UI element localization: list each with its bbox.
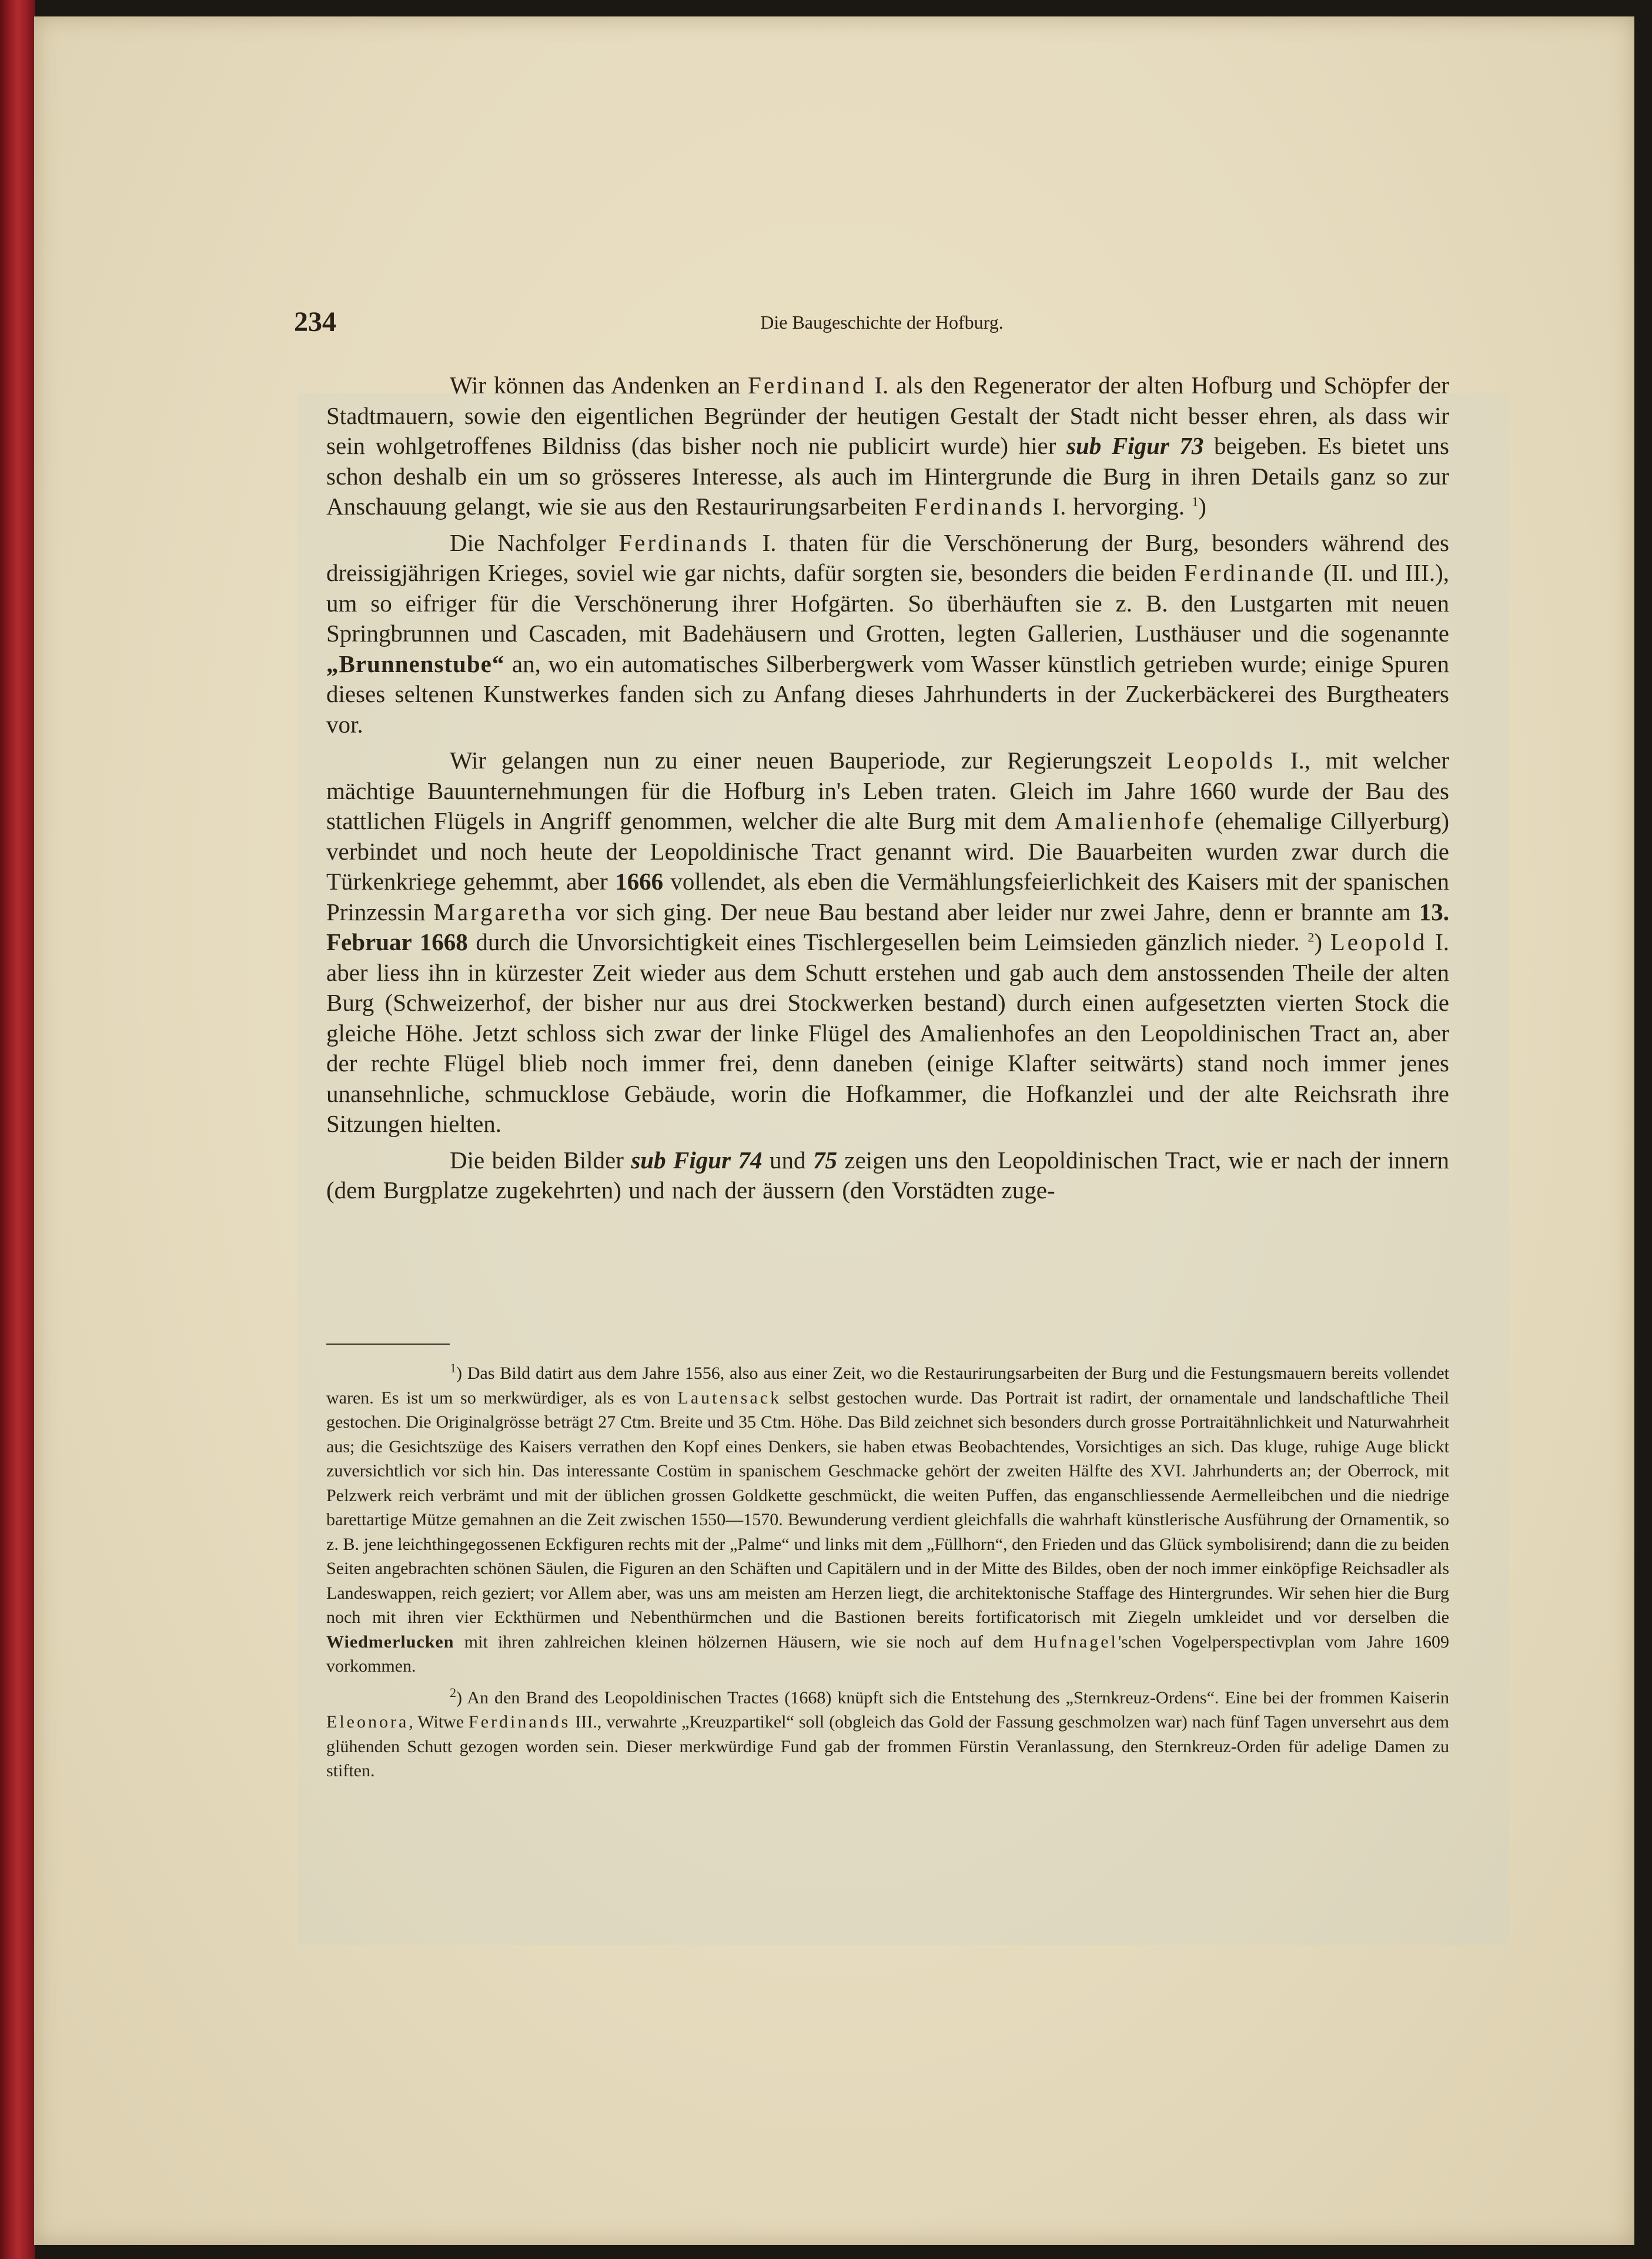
main-text <box>326 370 1449 1206</box>
running-title: Die Baugeschichte der Hofburg. <box>760 312 1004 333</box>
page-number: 234 <box>294 306 336 337</box>
text-run: durch die Unvorsichtigkeit eines Tischlergesellen beim Leimsieden gänzlich nieder. <box>467 928 1308 955</box>
emphasis-name: Hufnagel <box>1034 1632 1118 1652</box>
figure-reference: sub Figur 73 <box>1066 432 1204 459</box>
footnote-number: 2 <box>450 1685 456 1700</box>
figure-reference: sub Figur 74 <box>631 1146 763 1174</box>
emphasis-name: Leopolds <box>1166 747 1276 774</box>
text-run: Wir gelangen nun zu einer neuen Bauperiode, zur Regierungszeit <box>450 747 1167 774</box>
emphasis-name: Amalienhofe <box>1054 807 1206 834</box>
blackletter-term: Wiedmerlucken <box>326 1632 454 1652</box>
paragraph-3 <box>326 746 1449 1139</box>
footnote-number: 1 <box>450 1361 456 1375</box>
text-run: ) <box>1198 493 1206 520</box>
text-run: III., verwahrte „Kreuzpartikel“ soll (obgleich das Gold der Fassung geschmolzen war) nach fünf Tagen unversehrt aus dem glühenden Schutt gezogen worden sein. Dieser merkwürdige Fund gab der frommen Fürstin Veranlassung, den Sternkreuz-Orden für adelige Damen zu stiften. <box>326 1712 1449 1780</box>
text-run: vollendet, als eben die Vermählungsfeierlichkeit des Kaisers mit der spanischen Prinzessin <box>326 868 1450 925</box>
text-run: I. thaten für die Verschönerung der Burg, besonders während des dreissigjährigen Krieges, soviel wie gar nichts, dafür sorgten sie, besonders die beiden <box>326 529 1449 586</box>
blackletter-term: „Brunnenstube“ <box>326 650 505 677</box>
footnote-rule <box>326 1344 450 1345</box>
emphasis-name: Ferdinand <box>748 372 867 399</box>
text-run: I. als den Regenerator der alten Hofburg und Schöpfer der Stadtmauern, sowie den eigentlichen Begründer der heutigen Gestalt der Stadt nicht besser ehren, als dass wir sein wohlgetroffenes Bildniss (das bisher noch nie publicirt wurde) hier <box>326 372 1449 459</box>
book-binding-edge <box>0 0 35 2259</box>
text-run: 'schen Vogelperspectivplan vom Jahre 1609 vorkommen. <box>326 1632 1450 1676</box>
emphasis-name: Ferdinande <box>1183 559 1316 586</box>
figure-reference: 75 <box>812 1146 837 1174</box>
text-run: mit ihren zahlreichen kleinen hölzernen Häusern, wie sie noch auf dem <box>454 1632 1034 1652</box>
emphasis-name: Eleonora <box>326 1712 409 1732</box>
footnote-1 <box>326 1361 1449 1679</box>
text-run: und <box>762 1146 813 1174</box>
emphasis-name: Ferdinands <box>914 493 1045 520</box>
paragraph-4 <box>326 1145 1449 1206</box>
text-run: Die beiden Bilder <box>450 1146 631 1174</box>
footnotes <box>326 1361 1449 1790</box>
text-run: vor sich ging. Der neue Bau bestand aber leider nur zwei Jahre, denn er brannte am <box>567 898 1419 925</box>
text-run: I., mit welcher mächtige Bauunternehmungen für die Hofburg in's Leben traten. Gleich im Jahre 1660 wurde der Bau des stattlichen Flügels in Angriff genommen, welcher die alte Burg mit dem <box>326 747 1449 834</box>
footnote-marker: 2 <box>1307 930 1315 945</box>
text-run: Wir können das Andenken an <box>450 372 748 399</box>
text-run: I. hervorging. <box>1045 493 1192 520</box>
text-run: (ehemalige Cillyerburg) verbindet und noch heute der Leopoldinische Tract genannt wird. Die Bauarbeiten wurden zwar durch die Türkenkriege gehemmt, aber <box>326 807 1449 895</box>
emphasis-year: 1666 <box>615 868 664 895</box>
text-run: I. aber liess ihn in kürzester Zeit wieder aus dem Schutt erstehen und gab auch dem anstossenden Theile der alten Burg (Schweizerhof, der bisher nur aus drei Stockwerken bestand) durch einen aufgesetzten vierten Stock die gleiche Höhe. Jetzt schloss sich zwar der linke Flügel des Amalienhofes an den Leopoldinischen Tract an, aber der rechte Flügel blieb noch immer frei, denn daneben (einige Klafter seitwärts) stand noch immer jenes unansehnliche, schmucklose Gebäude, worin die Hofkammer, die Hofkanzlei und der alte Reichsrath ihre Sitzungen hielten. <box>326 928 1450 1137</box>
text-run: ) <box>1314 928 1330 955</box>
text-run: (II. und III.), um so eifriger für die Verschönerung ihrer Hofgärten. So überhäuften sie z. B. den Lustgarten mit neuen Springbrunnen und Cascaden, mit Badehäusern und Grotten, legten Gallerien, Lusthäuser und die sogenannte <box>326 559 1449 647</box>
text-run: Die Nachfolger <box>450 529 619 556</box>
paragraph-2 <box>326 528 1449 740</box>
text-run: ) Das Bild datirt aus dem Jahre 1556, also aus einer Zeit, wo die Restaurirungsarbeiten der Burg und die Festungsmauern bereits vollendet waren. Es ist um so merkwürdiger, als es von <box>326 1364 1449 1408</box>
text-run: beigeben. Es bietet uns schon deshalb ein um so grösseres Interesse, als auch im Hintergrunde die Burg in ihren Details ganz so zur Anschauung gelangt, wie sie aus den Restaurirungsarbeiten <box>326 432 1449 520</box>
page-header <box>294 306 1470 341</box>
emphasis-name: Leopold <box>1330 928 1427 955</box>
text-run: , Witwe <box>409 1712 469 1732</box>
footnote-marker: 1 <box>1192 494 1199 509</box>
emphasis-date: 13. Februar 1668 <box>326 898 1449 955</box>
emphasis-name: Ferdinands <box>618 529 750 556</box>
paragraph-1 <box>326 370 1449 522</box>
emphasis-name: Ferdinands <box>469 1712 571 1732</box>
footnote-2 <box>326 1686 1449 1783</box>
text-run: zeigen uns den Leopoldinischen Tract, wie er nach der innern (dem Burgplatze zugekehrten) und nach der äussern (den Vorstädten zuge- <box>326 1146 1449 1204</box>
emphasis-name: Margaretha <box>433 898 568 925</box>
text-run: selbst gestochen wurde. Das Portrait ist radirt, der ornamentale und landschaftliche Theil gestochen. Die Originalgrösse beträgt 27 Ctm. Breite und 35 Ctm. Höhe. Das Bild zeichnet sich besonders durch grosse Portraitähnlichkeit und Naturwahrheit aus; die Gesichtszüge des Kaisers verrathen den Kopf eines Denkers, sie haben etwas Beobachtendes, Vorsichtiges an sich. Das kluge, ruhige Auge blickt zuversichtlich vor sich hin. Das interessante Costüm in spanischem Geschmacke gehört der zweiten Hälfte des XVI. Jahrhunderts an; der Oberrock, mit Pelzwerk reich verbrämt und mit der üblichen grossen Goldkette geschmückt, die weiten Puffen, das enganschliessende Aermelleibchen und die niedrige barettartige Mütze gemahnen an die Zeit zwischen 1550—1570. Bewunderung verdient gleichfalls die wahrhaft künstlerische Ausführung der Ornamentik, so z. B. jene leichthingegossenen Eckfiguren rechts mit der „Palme“ und links mit dem „Füllhorn“, den Frieden und das Glück symbolisirend; dann die zu beiden Seiten angebrachten schönen Säulen, die Figuren an den Schäften und Capitälern und in der Mitte des Bildes, oben der noch immer einköpfige Reichsadler als Landeswappen, reich geziert; vor Allem aber, was uns am meisten am Herzen liegt, die architektonische Staffage des Hintergrundes. Wir sehen hier die Burg noch mit ihren vier Eckthürmen und Nebenthürmchen und die Bastionen bereits fortificatorisch mit Ziegeln umkleidet und vor derselben die <box>326 1388 1449 1627</box>
text-run: ) An den Brand des Leopoldinischen Tractes (1668) knüpft sich die Entstehung des „Sternkreuz-Ordens“. Eine bei der frommen Kaiserin <box>456 1687 1449 1707</box>
emphasis-name: Lautensack <box>677 1388 782 1408</box>
text-run: an, wo ein automatisches Silberbergwerk vom Wasser künstlich getrieben wurde; einige Spuren dieses seltenen Kunstwerkes fanden sich zu Anfang dieses Jahrhunderts in der Zuckerbäckerei des Burgtheaters vor. <box>326 650 1449 738</box>
